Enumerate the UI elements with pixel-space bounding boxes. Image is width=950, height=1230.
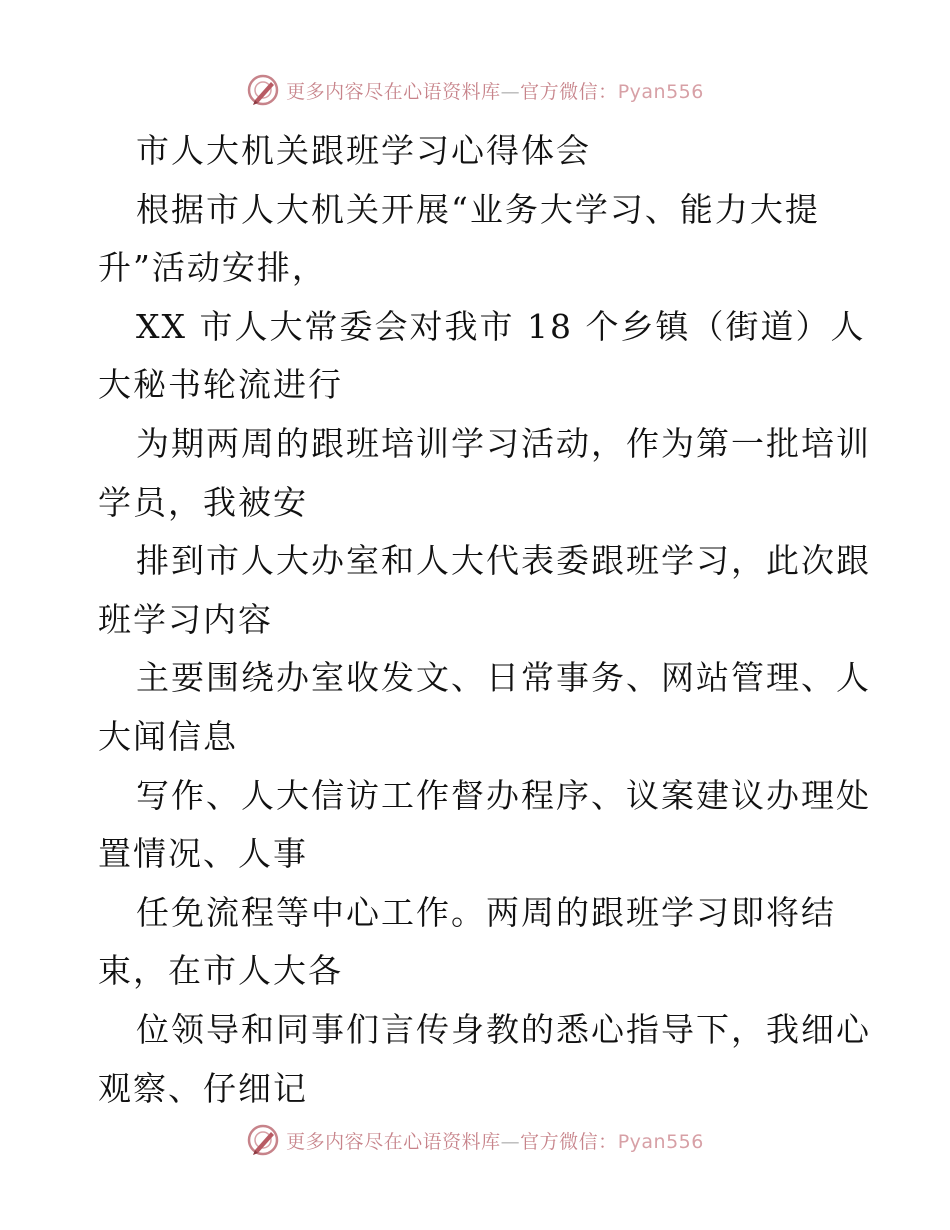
paragraph-line: 根据市人大机关开展“业务大学习、能力大提 — [136, 189, 820, 229]
paragraph-line: 位领导和同事们言传身教的悉心指导下，我细心 — [136, 1009, 871, 1049]
red-pen-circle-logo-icon — [246, 1123, 280, 1157]
paragraph-line: XX 市人大常委会对我市 18 个乡镇（街道）人 — [136, 306, 866, 346]
footer-watermark — [0, 1120, 950, 1160]
paragraph-line: 学员，我被安 — [98, 482, 308, 522]
paragraph-line: 观察、仔细记 — [98, 1068, 308, 1108]
document-body — [98, 122, 871, 1118]
paragraph-line: 主要围绕办室收发文、日常事务、网站管理、人 — [136, 658, 871, 698]
paragraph-line: 束，在市人大各 — [98, 951, 343, 991]
red-pen-circle-logo-icon — [246, 73, 280, 107]
paragraph-line: 排到市人大办室和人大代表委跟班学习，此次跟 — [136, 541, 871, 581]
header-watermark — [0, 70, 950, 110]
watermark-text: 更多内容尽在心语资料库—官方微信：Pyan556 — [286, 1130, 704, 1153]
watermark-text: 更多内容尽在心语资料库—官方微信：Pyan556 — [286, 80, 704, 103]
paragraph-line: 升”活动安排， — [98, 248, 327, 288]
document-title: 市人大机关跟班学习心得体会 — [136, 131, 591, 170]
paragraph-line: 大闻信息 — [98, 716, 238, 756]
paragraph-line: 任免流程等中心工作。两周的跟班学习即将结 — [136, 892, 836, 932]
paragraph-line: 写作、人大信访工作督办程序、议案建议办理处 — [136, 775, 871, 815]
paragraph-line: 班学习内容 — [98, 599, 273, 639]
paragraph-line: 大秘书轮流进行 — [98, 365, 343, 405]
paragraph-line: 为期两周的跟班培训学习活动，作为第一批培训 — [136, 423, 871, 463]
paragraph-line: 置情况、人事 — [98, 834, 308, 874]
